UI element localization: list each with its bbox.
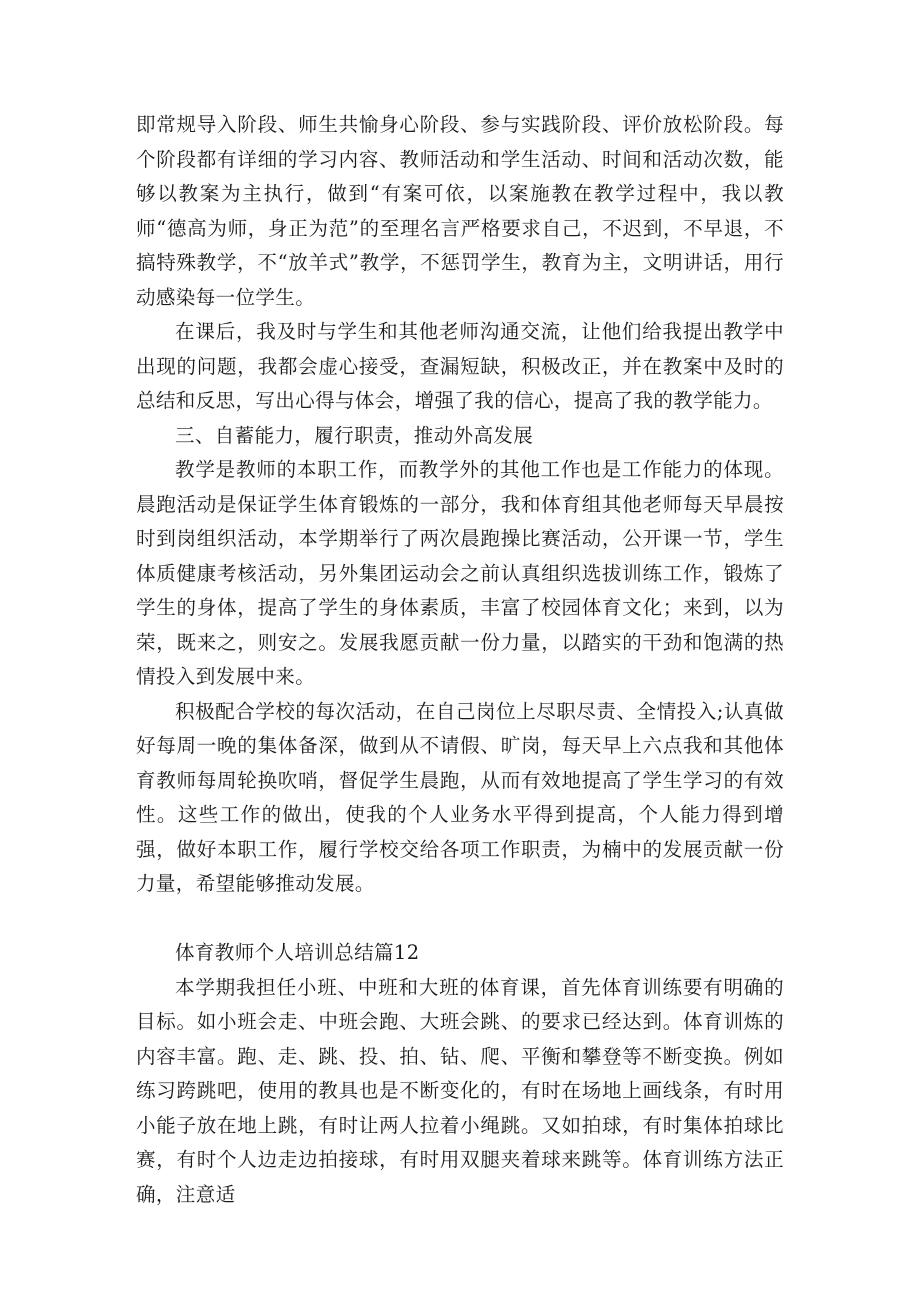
paragraph-morning-run: 教学是教师的本职工作，而教学外的其他工作也是工作能力的体现。晨跑活动是保证学生体育锻炼的一部分，我和体育组其他老师每天早晨按时到岗组织活动，本学期举行了两次晨跑操比赛活动，公开课一节，学生体质健康考核活动，另外集团运动会之前认真组织选拔训练工作，锻炼了学生的身体，提高了学生的身体素质，丰富了校园体育文化；来到，以为荣，既来之，则安之。发展我愿贡献一份力量，以踏实的干劲和饱满的热情投入到发展中来。: [136, 458, 784, 688]
document-page: [136, 108, 784, 1212]
paragraph-after-class: 在课后，我及时与学生和其他老师沟通交流，让他们给我提出教学中出现的问题，我都会虚心接受，查漏短缺，积极改正，并在教案中及时的总结和反思，写出心得与体会，增强了我的信心，提高了我的教学能力。: [136, 320, 784, 412]
paragraph-stages: 即常规导入阶段、师生共愉身心阶段、参与实践阶段、评价放松阶段。每个阶段都有详细的学习内容、教师活动和学生活动、时间和活动次数，能够以教案为主执行，做到“有案可依，以案施教在教学过程中，我以教师“德高为师，身正为范”的至理名言严格要求自己，不迟到，不早退，不搞特殊教学，不“放羊式”教学，不惩罚学生，教育为主，文明讲话，用行动感染每一位学生。: [136, 113, 784, 309]
paragraph-semester: 本学期我担任小班、中班和大班的体育课，首先体育训练要有明确的目标。如小班会走、中班会跑、大班会跳、的要求已经达到。体育训炼的内容丰富。跑、走、跳、投、拍、钻、爬、平衡和攀登等不断变换。例如练习跨跳吧，使用的教具也是不断变化的，有时在场地上画线条，有时用小能子放在地上跳，有时让两人拉着小绳跳。又如拍球，有时集体拍球比赛，有时个人边走边拍接球，有时用双腿夹着球来跳等。体育训练方法正确，注意适: [136, 975, 784, 1206]
blank-line: [136, 902, 784, 937]
article-title: 体育教师个人培训总结篇12: [175, 941, 420, 964]
paragraph-school-activities: 积极配合学校的每次活动，在自己岗位上尽职尽责、全情投入;认真做好每周一晚的集体备深，做到从不请假、旷岗，每天早上六点我和其他体育教师每周轮换吹哨，督促学生晨跑，从而有效地提高了学生学习的有效性。这些工作的做出，使我的个人业务水平得到提高，个人能力得到增强，做好本职工作，履行学校交给各项工作职责，为楠中的发展贡献一份力量，希望能够推动发展。: [136, 699, 784, 895]
section-heading-three: 三、自蓄能力，履行职责，推动外高发展: [175, 423, 534, 447]
